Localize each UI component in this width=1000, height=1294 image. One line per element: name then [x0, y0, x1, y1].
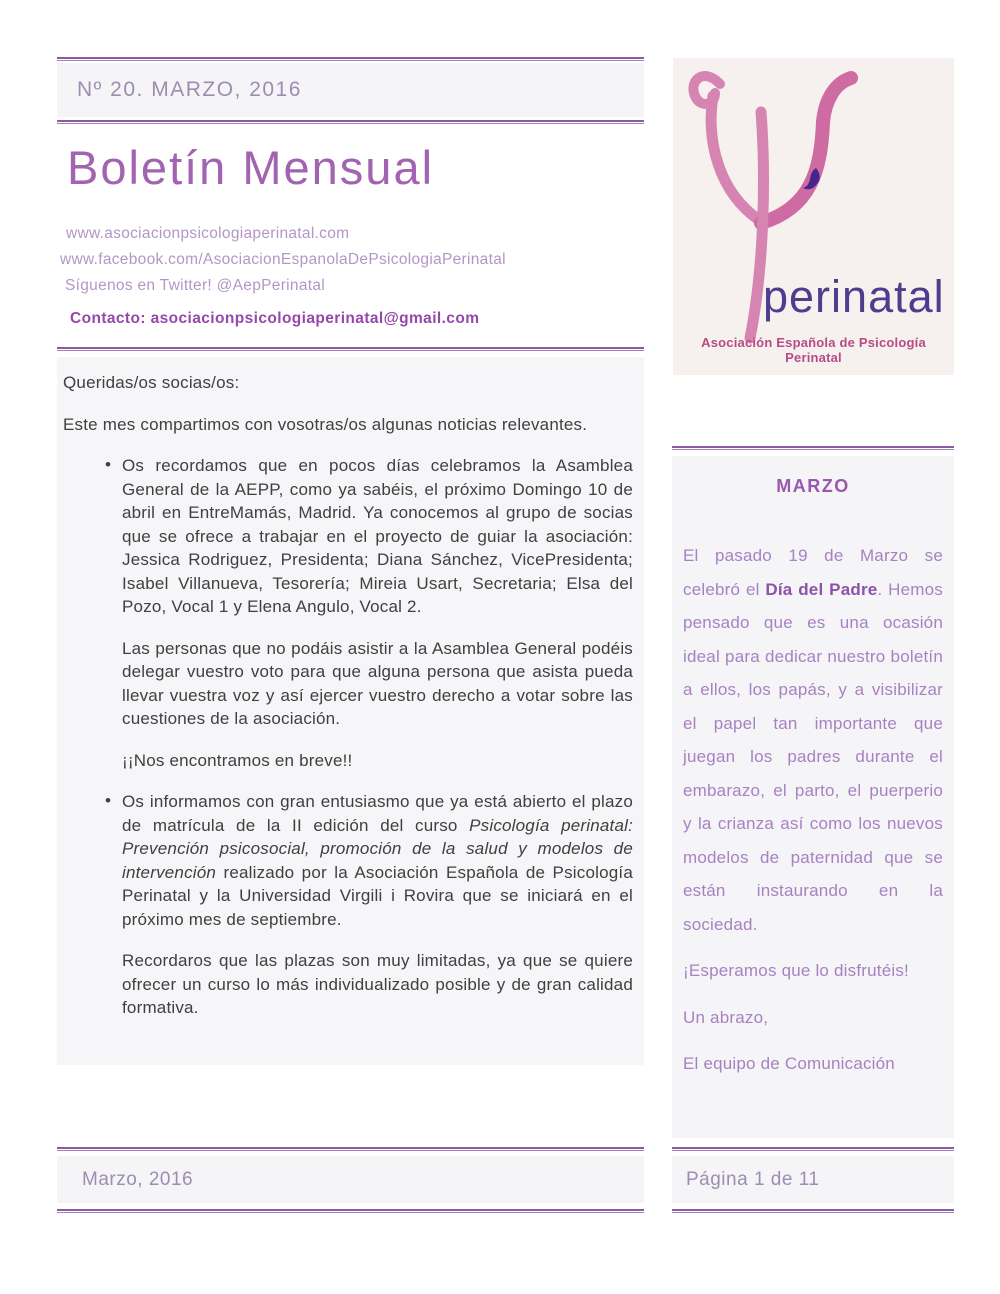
- enjoy-note: ¡Esperamos que lo disfrutéis!: [683, 961, 909, 980]
- assembly-paragraph: Os recordamos que en pocos días celebramos la Asamblea General de la AEPP, como ya sabéis, el próximo Domingo 10 de abril en EntreMamás, Madrid. Ya conocemos al grupo de socias que se ofrece a trabajar en el proyecto de guiar la asociación: Jessica Rodriguez, Presidenta; Diana Sánchez, VicePresidenta; Isabel Villanueva, Tesorería; Mireia Usart, Secretaria; Elsa del Pozo, Vocal 1 y Elena Angulo, Vocal 2.: [122, 456, 633, 616]
- issue-banner: [57, 63, 644, 117]
- sidebar-top-divider: [672, 446, 954, 450]
- logo-tagline: Asociación Española de Psicología Perinatal: [701, 335, 926, 365]
- fathers-day-tail: . Hemos pensado que es una ocasión ideal para dedicar nuestro boletín a ellos, los papás, y a visibilizar el papel tan importante que juegan los padres durante el embarazo, el parto, el puerperio y la crianza así como los nuevos modelos de paternidad que se están instaurando en la sociedad.: [683, 579, 943, 934]
- facebook-link[interactable]: www.facebook.com/AsociacionEspanolaDePsicologiaPerinatal: [60, 251, 506, 268]
- fathers-day-paragraph: [683, 539, 943, 941]
- intro-text: Este mes compartimos con vosotras/os algunas noticias relevantes.: [63, 414, 588, 434]
- website-link[interactable]: www.asociacionpsicologiaperinatal.com: [66, 225, 350, 242]
- footer-left-top-divider: [57, 1147, 644, 1151]
- delegation-paragraph: Las personas que no podáis asistir a la Asamblea General podéis delegar vuestro voto para que alguna persona que asista pueda llevar vuestra voz y así ejercer vuestro derecho a votar sobre las cuestiones de la asociación.: [122, 638, 633, 728]
- newsletter-title: Boletín Mensual: [67, 141, 435, 194]
- news-item-assembly: [105, 454, 633, 772]
- fathers-day-lead: El pasado 19 de Marzo se celebró el: [683, 546, 943, 599]
- body-panel: [57, 357, 644, 1065]
- links-block: [60, 221, 506, 299]
- news-item-course: [105, 790, 633, 1020]
- header-bottom-divider: [57, 120, 644, 124]
- sidebar-heading: MARZO: [776, 476, 850, 496]
- signature: El equipo de Comunicación: [683, 1054, 895, 1073]
- psi-symbol-icon: [673, 58, 954, 375]
- bullet-icon: •: [105, 455, 112, 474]
- contact-email[interactable]: Contacto: asociacionpsicologiaperinatal@gmail.com: [70, 310, 480, 327]
- fathers-day-highlight: Día del Padre: [765, 579, 878, 599]
- logo-wordmark: perinatal: [763, 271, 945, 322]
- footer-date-band: [57, 1156, 644, 1203]
- body-top-divider: [57, 347, 644, 351]
- course-paragraph: [122, 790, 633, 931]
- course-title: Psicología perinatal: Prevención psicosocial, promoción de la salud y modelos de intervención: [122, 815, 633, 882]
- footer-right-top-divider: [672, 1147, 954, 1151]
- hug-note: Un abrazo,: [683, 1007, 769, 1027]
- twitter-link[interactable]: Síguenos en Twitter! @AepPerinatal: [65, 277, 326, 294]
- seats-paragraph: Recordaros que las plazas son muy limitadas, ya que se quiere ofrecer un curso lo más individualizado posible y de gran calidad formativa.: [122, 951, 633, 1017]
- news-list: [63, 454, 633, 1020]
- header-top-divider: [57, 57, 644, 61]
- footer-right-bottom-divider: [672, 1209, 954, 1213]
- course-paragraph-lead: Os informamos con gran entusiasmo que ya está abierto el plazo de matrícula de la II edición del curso: [122, 792, 633, 835]
- logo-panel: [673, 58, 954, 375]
- greeting-text: Queridas/os socias/os:: [63, 373, 240, 392]
- footer-date: Marzo, 2016: [82, 1168, 194, 1190]
- page-number: Página 1 de 11: [686, 1168, 820, 1190]
- month-sidebar: [672, 456, 954, 1138]
- footer-left-bottom-divider: [57, 1209, 644, 1213]
- issue-label: Nº 20. MARZO, 2016: [77, 78, 302, 101]
- bullet-icon: •: [105, 791, 112, 810]
- page-number-band: [672, 1156, 954, 1203]
- course-paragraph-tail: realizado por la Asociación Española de Psicología Perinatal y la Universidad Virgili i Rovira que se iniciará en el próximo mes de septiembre.: [122, 862, 633, 929]
- see-you-soon-note: ¡¡Nos encontramos en breve!!: [122, 750, 353, 770]
